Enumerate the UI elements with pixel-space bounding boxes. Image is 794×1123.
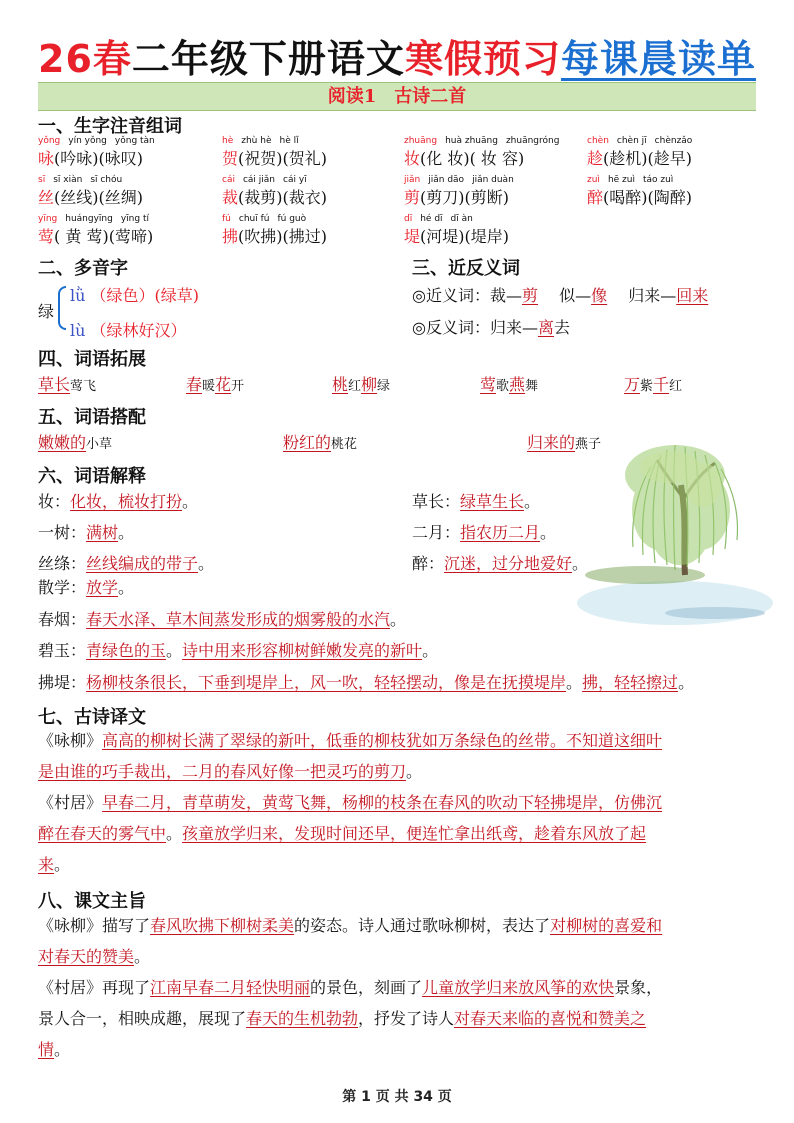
definition-value: 拂，轻轻擦过 [582,673,679,692]
expansion-item [480,372,538,395]
char-entry: 趁(趁机)(趁早) [587,149,693,168]
char: 贺 [222,149,239,168]
definition-value: 化妆，梳妆打扮 [70,492,183,511]
definition-item [38,489,198,512]
pinyin-word: hē zuì [607,175,635,185]
word: 妆 容 [475,149,519,168]
word: 莺啼 [114,227,147,246]
expansion-part: 暖 [202,379,216,394]
word: 吹拂 [244,227,277,246]
expansion-part: 千 [653,375,670,394]
polyphone-item: lǜ （绿色）(绿草) [70,286,200,305]
definition-item [412,551,588,574]
word: 裁衣 [288,188,321,207]
definition-key: 妆： [38,492,71,511]
pinyin-word: cái jiǎn [242,175,276,185]
pinyin-word: yín yǒng [68,136,107,146]
pinyin-word: chèn jī [616,136,647,146]
section-heading: 六、词语解释 [38,466,146,487]
expansion-part: 莺飞 [70,379,97,394]
word: 丝绸 [104,188,137,207]
char: 剪 [404,188,421,207]
pinyin-char: zhuāng [404,136,438,146]
definition-value: 杨柳枝条很长，下垂到堤岸上，风一吹，轻轻摆动，像是在抚摸堤岸 [86,673,567,692]
word: 化 妆 [426,149,464,168]
brace-icon [58,286,66,330]
word: 贺礼 [288,149,321,168]
definition-key: 醉： [412,554,445,573]
definition-punct: 。 [118,578,135,597]
word: 堤岸 [470,227,503,246]
definition-value: 满树 [86,523,119,542]
definition-key: 二月： [412,523,461,542]
char-entry: 丝(丝线)(丝绸) [38,188,144,207]
expansion-part: 桃 [332,375,349,394]
char-entry: 贺(祝贺)(贺礼) [222,149,328,168]
char: 裁 [222,188,239,207]
expansion-part: 柳 [361,375,378,394]
pinyin-word: cái yī [283,175,307,185]
synonym-line: ◎近义词：裁—剪 似—像 归来—回来 [412,286,709,305]
word: 趁早 [653,149,686,168]
pinyin-char: yǒng [38,136,61,146]
char: 丝 [38,188,55,207]
lesson-banner: 阅读1 古诗二首 [38,82,756,111]
definition-key: 碧玉： [38,641,87,660]
char-entry: 拂(吹拂)(拂过) [222,227,328,246]
definition-punct: 。 [118,523,135,542]
char: 拂 [222,227,239,246]
definition-punct: 。 [182,492,199,511]
pinyin-char: hè [222,136,234,146]
definition-item [412,489,540,512]
definition-item [38,551,214,574]
pinyin-word: yīng tí [120,214,149,224]
char-entry: 剪(剪刀)(剪断) [404,188,510,207]
pinyin-word: sī chóu [90,175,123,185]
pinyin-word: hè lǐ [279,136,299,146]
word: 陶醉 [653,188,686,207]
definition-key: 草长： [412,492,461,511]
pinyin-line [38,214,149,224]
willow-tree-illustration [575,425,775,637]
word: 趁机 [609,149,642,168]
pinyin-word: zhù hè [241,136,272,146]
section-heading: 五、词语搭配 [38,407,146,428]
char: 醉 [587,188,604,207]
expansion-item [38,372,96,395]
pinyin-line [222,175,307,185]
definition-value: 青绿色的玉 [86,641,167,660]
translation-paragraph: 《咏柳》高高的柳树长满了翠绿的新叶，低垂的柳枝犹如万条绿色的丝带。不知道这细叶 是由谁的巧手裁出，二月的春风好像一把灵巧的剪刀。 [38,731,663,781]
definition-key: 拂堤： [38,673,87,692]
pinyin-char: cái [222,175,235,185]
expansion-part: 绿 [377,379,391,394]
section-heading: 一、生字注音组词 [38,116,182,137]
word: 咏叹 [104,149,137,168]
char-entry: 裁(裁剪)(裁衣) [222,188,328,207]
expansion-part: 红 [669,379,683,394]
char-entry: 咏(吟咏)(咏叹) [38,149,144,168]
polyphone-item: lù （绿林好汉） [70,321,187,340]
word: 黄 莺 [60,227,103,246]
section-heading: 四、词语拓展 [38,349,146,370]
page-title: 26春二年级下册语文寒假预习每课晨读单 [38,37,756,81]
definition-punct: 。 [198,554,215,573]
char: 妆 [404,149,421,168]
expansion-part: 燕 [509,375,526,394]
word: 河堤 [426,227,459,246]
pinyin-word: yǒng tàn [114,136,155,146]
definition-value: 指农历二月 [460,523,541,542]
pinyin-line [587,175,673,185]
pinyin-word: huà zhuāng [445,136,498,146]
pinyin-word: sī xiàn [53,175,83,185]
word: 祝贺 [244,149,277,168]
word: 剪断 [470,188,503,207]
expansion-item [186,372,244,395]
definition-key: 散学： [38,578,87,597]
theme-paragraph: 《咏柳》描写了春风吹拂下柳树柔美的姿态。诗人通过歌咏柳树，表达了对柳树的喜爱和 对春天的赞美。 [38,916,663,966]
expansion-part: 舞 [525,379,539,394]
definition-item [38,607,406,630]
pinyin-word: huángyīng [65,214,113,224]
expansion-item [624,372,682,395]
word: 喝醉 [609,188,642,207]
pinyin-line [404,175,514,185]
expansion-part: 草长 [38,375,71,394]
pinyin-word: fú guò [277,214,307,224]
pinyin-word: dī àn [450,214,473,224]
char: 堤 [404,227,421,246]
char-entry: 醉(喝醉)(陶醉) [587,188,693,207]
polyphone-char: 绿 [38,302,55,321]
pinyin-word: jiǎn duàn [472,175,514,185]
pinyin-char: dī [404,214,413,224]
expansion-part: 花 [215,375,232,394]
char: 莺 [38,227,55,246]
definition-item [412,520,556,543]
pinyin-line [222,136,299,146]
expansion-part: 莺 [480,375,497,394]
section-heading: 七、古诗译文 [38,707,146,728]
expansion-part: 红 [348,379,362,394]
word: 拂过 [288,227,321,246]
word: 丝线 [60,188,93,207]
definition-punct: 。 [166,641,183,660]
definition-punct: 。 [540,523,557,542]
definition-punct: 。 [390,610,407,629]
definition-value: 诗中用来形容柳树鲜嫩发亮的新叶 [182,641,423,660]
definition-key: 一树： [38,523,87,542]
pinyin-word: hé dī [420,214,443,224]
pinyin-char: sī [38,175,46,185]
pinyin-line [38,175,122,185]
collocation-item: 归来的燕子 [527,433,602,452]
pinyin-char: zuì [587,175,600,185]
section-heading: 八、课文主旨 [38,891,146,912]
word: 裁剪 [244,188,277,207]
char-entry: 妆(化 妆)( 妆 容) [404,149,525,168]
pinyin-line [38,136,155,146]
pinyin-word: jiǎn dāo [428,175,465,185]
definition-punct: 。 [678,673,695,692]
expansion-item [332,372,390,395]
expansion-part: 春 [186,375,203,394]
antonym-line: ◎反义词：归来—离去 [412,318,571,337]
expansion-part: 万 [624,375,641,394]
definition-item [38,520,134,543]
definition-value: 沉迷，过分地爱好 [444,554,573,573]
pinyin-word: chuī fú [238,214,270,224]
pinyin-line [404,136,559,146]
word: 剪刀 [426,188,459,207]
expansion-part: 开 [231,379,245,394]
definition-punct: 。 [524,492,541,511]
pinyin-line [222,214,306,224]
char-entry: 堤(河堤)(堤岸) [404,227,510,246]
section-heading: 二、多音字 [38,258,128,279]
definition-punct: 。 [422,641,439,660]
section-heading: 三、近反义词 [412,258,520,279]
translation-paragraph: 《村居》早春二月，青草萌发，黄莺飞舞，杨柳的枝条在春风的吹动下轻拂堤岸，仿佛沉 醉在春天的雾气中。孩童放学归来，发现时间还早，便连忙拿出纸鸢，趁着东风放了起 来。 [38,793,663,874]
definition-value: 春天水泽、草木间蒸发形成的烟雾般的水汽 [86,610,391,629]
theme-paragraph: 《村居》再现了江南早春二月轻快明丽的景色，刻画了儿童放学归来放风筝的欢快景象， 景人合一，相映成趣，展现了春天的生机勃勃，抒发了诗人对春天来临的喜悦和赞美之 情。 [38,978,663,1059]
pinyin-line [587,136,692,146]
expansion-part: 紫 [640,379,654,394]
definition-value: 丝线编成的带子 [86,554,199,573]
pinyin-line [404,214,473,224]
pinyin-char: yīng [38,214,58,224]
definition-key: 丝绦： [38,554,87,573]
collocation-item: 粉红的桃花 [283,433,358,452]
word: 吟咏 [60,149,93,168]
definition-item [38,638,438,661]
definition-item [38,670,694,693]
pinyin-word: zhuāngróng [505,136,560,146]
collocation-item: 嫩嫩的小草 [38,433,113,452]
definition-value: 放学 [86,578,119,597]
definition-punct: 。 [566,673,583,692]
pinyin-char: jiǎn [404,175,421,185]
definition-value: 绿草生长 [460,492,525,511]
pinyin-word: chènzǎo [654,136,693,146]
char: 咏 [38,149,55,168]
pinyin-char: chèn [587,136,609,146]
page-footer: 第 1 页 共 34 页 [342,1089,452,1105]
definition-item [38,575,134,598]
definition-punct: 。 [572,554,589,573]
pinyin-word: táo zuì [642,175,674,185]
definition-key: 春烟： [38,610,87,629]
expansion-part: 歌 [496,379,510,394]
pinyin-char: fú [222,214,231,224]
char: 趁 [587,149,604,168]
char-entry: 莺( 黄 莺)(莺啼) [38,227,154,246]
